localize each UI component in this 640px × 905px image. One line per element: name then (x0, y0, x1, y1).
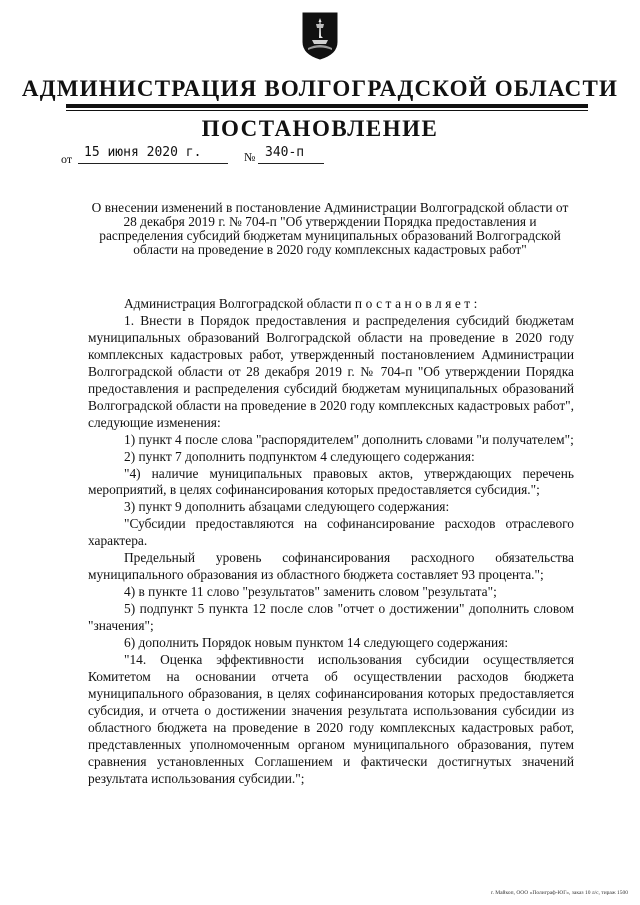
intro-verb: постановляет: (354, 296, 481, 311)
document-body (88, 296, 574, 788)
header-divider-thick (66, 104, 588, 108)
intro-prefix: Администрация Волгоградской области (124, 296, 352, 311)
number-value: 340-п (265, 145, 305, 160)
body-paragraph: 2) пункт 7 дополнить подпунктом 4 следующего содержания: (124, 448, 475, 464)
date-value: 15 июня 2020 г. (84, 145, 202, 160)
document-subject: О внесении изменений в постановление Администрации Волгоградской области от 28 декабря 2019 г. № 704-п "Об утверждении Порядка предоставления и распределения субсидий бюджетам муниципальных образований Волгоградской области на проведение в 2020 году комплексных кадастровых работ" (91, 200, 569, 257)
number-label: № (244, 150, 256, 164)
body-paragraph: "14. Оценка эффективности использования субсидии осуществляется Комитетом на основании отчета об осуществлении расходов бюджета муниципального образования, в целях софинансирования которых предоставляется субсидия, и отчета о достижении значения результата использования субсидии из областного бюджета на проведение в 2020 году комплексных кадастровых работ, представленных уполномоченным органом муниципального образования, путем сравнения установленных Соглашением и фактически достигнутых значений результата использования субсидии."; (88, 652, 574, 786)
body-paragraph: 1. Внести в Порядок предоставления и распределения субсидий бюджетам муниципальных образований Волгоградской области на проведение в 2020 году комплексных кадастровых работ, утвержденный постановлением Администрации Волгоградской области от 28 декабря 2019 г. № 704-п "Об утверждении Порядка предоставления и распределения субсидий бюджетам муниципальных образований Волгоградской области на проведение в 2020 году комплексных кадастровых работ", следующие изменения: (88, 312, 574, 430)
number-underline (258, 163, 324, 164)
intro-paragraph (88, 296, 574, 313)
body-paragraph: 4) в пункте 11 слово "результатов" заменить словом "результата"; (124, 584, 497, 600)
body-paragraph: "4) наличие муниципальных правовых актов, утверждающих перечень мероприятий, в целях софинансирования которых предоставляется субсидия."; (88, 465, 574, 498)
body-paragraph: 3) пункт 9 дополнить абзацами следующего содержания: (124, 499, 450, 515)
body-paragraph: 1) пункт 4 после слова "распорядителем" дополнить словами "и получателем"; (124, 431, 574, 447)
header-divider-thin (66, 110, 588, 111)
date-label: от (61, 152, 73, 166)
body-paragraph: 5) подпункт 5 пункта 12 после слов "отчет о достижении" дополнить словом "значения"; (88, 601, 574, 634)
date-underline (78, 163, 228, 164)
printer-footer: г. Майкоп, ООО «Полиграф-ЮГ», заказ 10 л/с, тираж 1500 (490, 890, 628, 896)
body-paragraph: 6) дополнить Порядок новым пунктом 14 следующего содержания: (124, 635, 509, 651)
body-paragraph: "Субсидии предоставляются на софинансирование расходов отраслевого характера. (88, 516, 574, 549)
body-paragraph: Предельный уровень софинансирования расходного обязательства муниципального образования из областного бюджета составляет 93 процента."; (88, 550, 574, 583)
volgograd-coat-of-arms-icon (302, 12, 338, 60)
document-type-title: ПОСТАНОВЛЕНИЕ (201, 116, 439, 141)
organization-title: АДМИНИСТРАЦИЯ ВОЛГОГРАДСКОЙ ОБЛАСТИ (21, 76, 619, 101)
